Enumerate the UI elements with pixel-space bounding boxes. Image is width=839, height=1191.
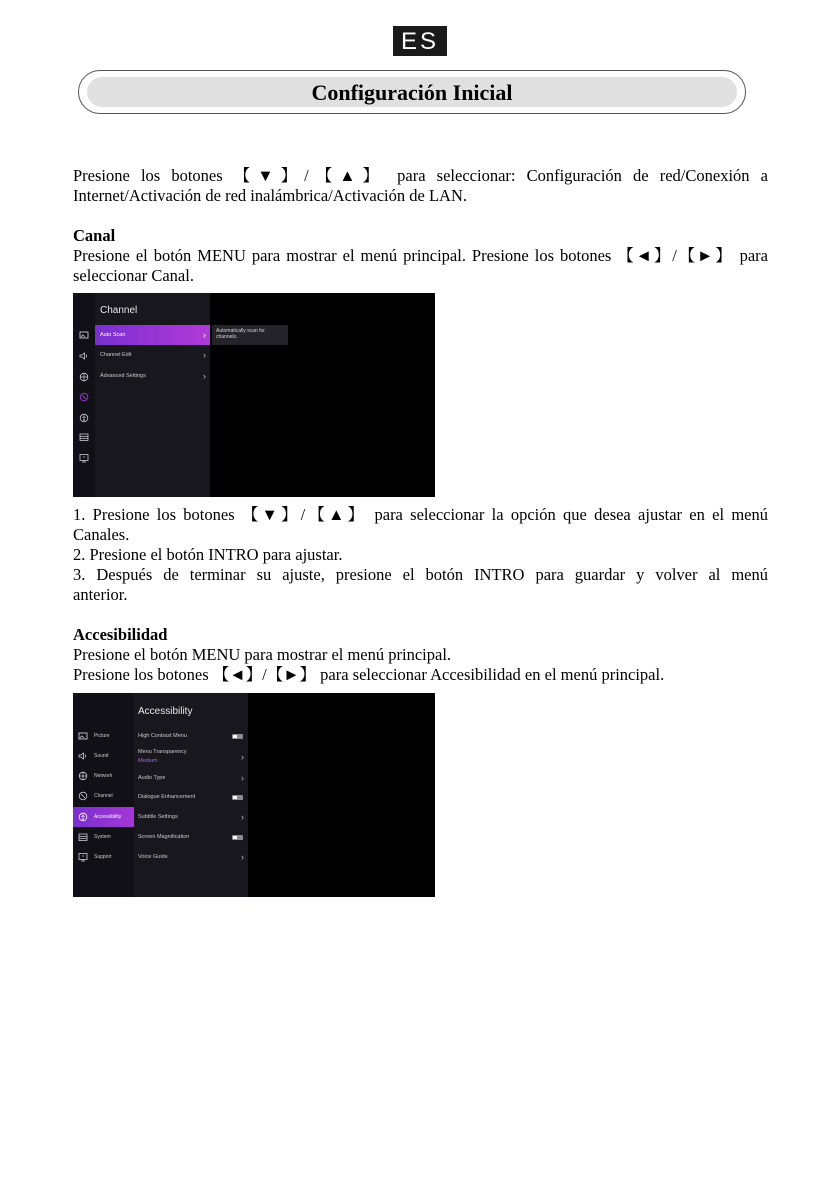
menu-item-label: Auto Scan xyxy=(100,332,126,338)
nav-item-label: Network xyxy=(94,773,113,779)
system-icon xyxy=(78,832,88,842)
toggle-switch[interactable] xyxy=(232,795,243,800)
section-heading-accesibilidad: Accesibilidad xyxy=(73,625,168,644)
menu-item-channel-edit[interactable] xyxy=(95,345,210,365)
setting-label: Audio Type xyxy=(138,775,166,781)
support-icon xyxy=(79,453,89,463)
setting-screen-magnification[interactable] xyxy=(134,828,248,846)
setting-label: Voice Guide xyxy=(138,854,168,860)
chevron-right-icon: › xyxy=(241,812,244,822)
nav-item-support[interactable] xyxy=(73,847,134,867)
language-badge: ES xyxy=(393,26,447,56)
setting-label: High Contrast Menu xyxy=(138,733,187,739)
menu-title: Accessibility xyxy=(138,706,193,717)
menu-item-label: Advanced Settings xyxy=(100,373,146,379)
picture-icon xyxy=(78,731,88,741)
nav-item-accessibility[interactable] xyxy=(73,807,134,827)
setting-label: Dialogue Enhancement xyxy=(138,794,196,800)
nav-item-label: Accessibility xyxy=(94,814,122,820)
setting-value: Medium xyxy=(138,758,158,764)
nav-item-label: Sound xyxy=(94,753,109,759)
picture-icon xyxy=(79,330,89,340)
intro-paragraph xyxy=(73,166,768,206)
menu-item-advanced-settings[interactable] xyxy=(95,366,210,386)
setting-label: Menu Transparency xyxy=(138,749,187,755)
menu-title: Channel xyxy=(100,305,138,316)
chevron-right-icon: › xyxy=(203,350,206,360)
text-line: Presione los botones 【▼】/【▲】 para seleccionar: Configuración de red/Conexión a xyxy=(73,166,768,185)
nav-item-system[interactable] xyxy=(73,827,134,847)
accessibility-icon xyxy=(79,413,89,423)
menu-item-auto-scan[interactable] xyxy=(95,325,210,345)
menu-item-label: Channel Edit xyxy=(100,352,132,358)
channel-menu-screenshot xyxy=(73,293,435,497)
help-tooltip: Automatically scan for channels. xyxy=(212,325,288,345)
nav-item-label: Support xyxy=(94,854,112,860)
text-line: anterior. xyxy=(73,585,128,604)
nav-item-network[interactable] xyxy=(73,766,134,786)
nav-item-label: System xyxy=(94,834,111,840)
chevron-right-icon: › xyxy=(241,852,244,862)
section-heading-canal: Canal xyxy=(73,226,116,245)
support-icon xyxy=(78,852,88,862)
text-line: 2. Presione el botón INTRO para ajustar. xyxy=(73,545,343,564)
network-icon xyxy=(79,372,89,382)
text-line: 1. Presione los botones 【▼】/【▲】 para seleccionar la opción que desea ajustar en el menú xyxy=(73,505,768,524)
channel-icon xyxy=(78,791,88,801)
sound-icon xyxy=(78,751,88,761)
page-title: Configuración Inicial xyxy=(87,77,737,107)
canal-paragraph xyxy=(73,246,768,286)
text-line: seleccionar Canal. xyxy=(73,266,194,285)
text-line: Presione los botones 【◄】/【►】 para seleccionar Accesibilidad en el menú principal. xyxy=(73,665,665,684)
text-line: Presione el botón MENU para mostrar el menú principal. Presione los botones 【◄】/【►】 para xyxy=(73,246,768,265)
setting-label: Screen Magnification xyxy=(138,834,190,840)
system-icon xyxy=(79,432,89,442)
chevron-right-icon: › xyxy=(241,752,244,762)
nav-item-channel[interactable] xyxy=(73,786,134,806)
chevron-right-icon: › xyxy=(203,371,206,381)
nav-item-label: Channel xyxy=(94,793,113,799)
setting-label: Subtitle Settings xyxy=(138,814,178,820)
network-icon xyxy=(78,771,88,781)
menu-panel xyxy=(95,293,210,497)
text-line: Internet/Activación de red inalámbrica/Activación de LAN. xyxy=(73,186,468,205)
nav-item-picture[interactable] xyxy=(73,726,134,746)
canal-steps xyxy=(73,505,768,605)
sound-icon xyxy=(79,351,89,361)
section-banner xyxy=(78,70,746,114)
toggle-switch[interactable] xyxy=(232,734,243,739)
accesibilidad-paragraph xyxy=(73,645,768,685)
setting-voice-guide[interactable] xyxy=(134,848,248,866)
setting-menu-transparency[interactable] xyxy=(134,745,248,769)
nav-item-sound[interactable] xyxy=(73,746,134,766)
setting-dialogue-enhancement[interactable] xyxy=(134,788,248,806)
text-line: 3. Después de terminar su ajuste, presione el botón INTRO para guardar y volver al menú xyxy=(73,565,768,584)
chevron-right-icon: › xyxy=(203,330,206,340)
toggle-switch[interactable] xyxy=(232,835,243,840)
chevron-right-icon: › xyxy=(241,773,244,783)
accessibility-icon xyxy=(78,812,88,822)
accessibility-menu-screenshot xyxy=(73,693,435,897)
setting-audio-type[interactable] xyxy=(134,769,248,787)
text-line: Canales. xyxy=(73,525,130,544)
channel-icon xyxy=(79,392,89,402)
setting-high-contrast-menu[interactable] xyxy=(134,727,248,745)
setting-subtitle-settings[interactable] xyxy=(134,808,248,826)
text-line: Presione el botón MENU para mostrar el menú principal. xyxy=(73,645,452,664)
nav-item-label: Picture xyxy=(94,733,110,739)
